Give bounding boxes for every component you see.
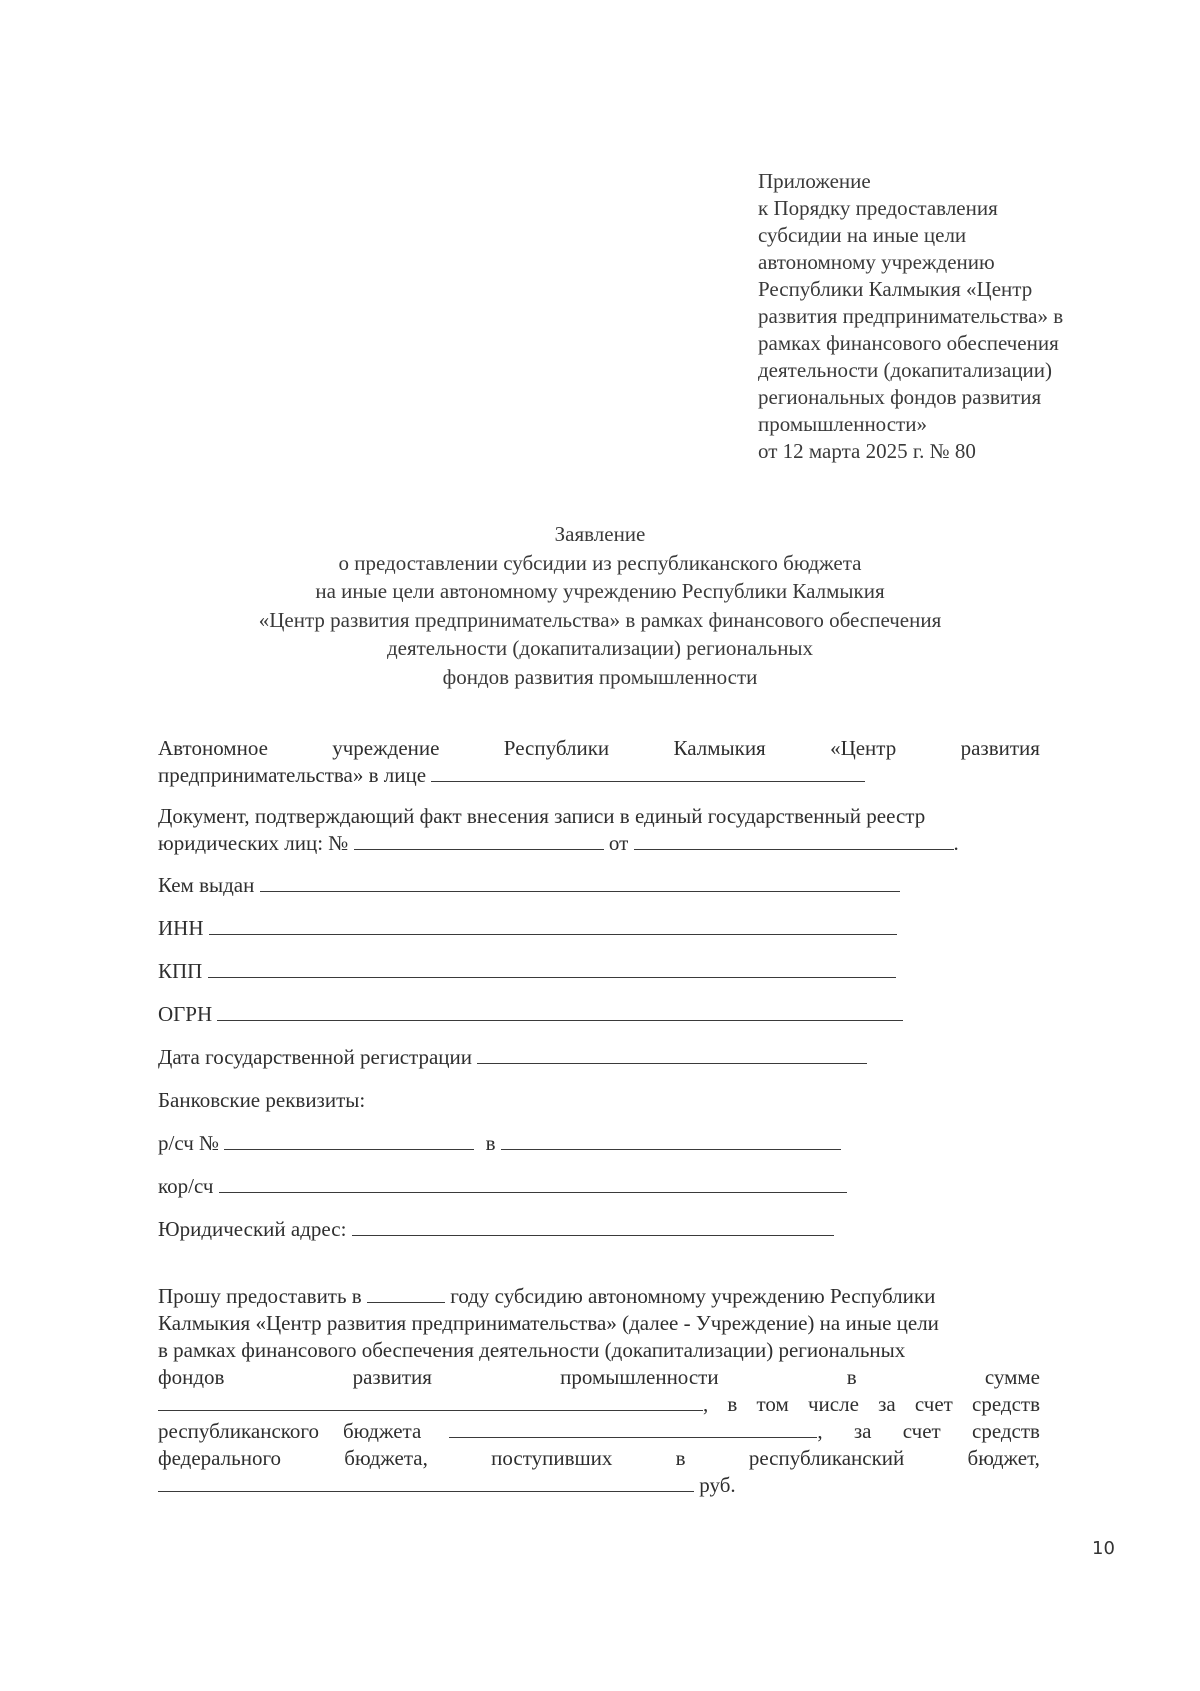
title-line: фондов развития промышленности xyxy=(442,664,758,689)
request-line-6-text xyxy=(817,1418,1040,1445)
word: , xyxy=(817,1419,823,1443)
word: бюджет, xyxy=(967,1446,1040,1470)
appendix-line: промышленности» xyxy=(758,412,927,436)
kpp-label: КПП xyxy=(158,959,203,983)
bank-name-field[interactable] xyxy=(501,1131,841,1150)
appendix-line: развития предпринимательства» в xyxy=(758,304,1064,328)
request-line-2: Калмыкия «Центр развития предпринимательства» (далее - Учреждение) на иные цели xyxy=(158,1311,939,1335)
word: бюджета xyxy=(343,1419,422,1443)
appendix-block xyxy=(758,168,1148,465)
appendix-line: региональных фондов развития xyxy=(758,385,1042,409)
representative-field[interactable] xyxy=(431,763,865,782)
request-line-5-text xyxy=(703,1391,1040,1418)
request-line-6 xyxy=(158,1418,1040,1445)
word: , xyxy=(703,1392,709,1416)
egrul-number-label: юридических лиц: № xyxy=(158,831,349,855)
legal-address-label: Юридический адрес: xyxy=(158,1217,347,1241)
word: средств xyxy=(972,1419,1040,1443)
egrul-date-field[interactable] xyxy=(634,831,954,850)
word: счет xyxy=(902,1419,941,1443)
word: Республики xyxy=(503,736,610,760)
legal-address-row xyxy=(158,1216,834,1243)
egrul-line-2 xyxy=(158,830,959,857)
word: числе xyxy=(807,1392,859,1416)
request-line-3: в рамках финансового обеспечения деятельности (докапитализации) региональных xyxy=(158,1338,906,1362)
appendix-line: к Порядку предоставления xyxy=(758,196,998,220)
account-field[interactable] xyxy=(224,1131,474,1150)
institution-line-1 xyxy=(158,735,1040,762)
request-line-4 xyxy=(158,1364,1040,1391)
word: сумме xyxy=(984,1365,1040,1389)
word: федерального xyxy=(158,1446,282,1470)
bank-details-label: Банковские реквизиты: xyxy=(158,1088,366,1112)
appendix-line: Республики Калмыкия «Центр xyxy=(758,277,1033,301)
account-row xyxy=(158,1130,841,1157)
title-line: Заявление xyxy=(554,522,646,546)
word: бюджета, xyxy=(344,1446,428,1470)
word: учреждение xyxy=(332,736,440,760)
period: . xyxy=(953,831,959,855)
inn-row xyxy=(158,915,897,942)
word: развития xyxy=(352,1365,432,1389)
egrul-line-1: Документ, подтверждающий факт внесения записи в единый государственный реестр xyxy=(158,804,926,828)
word: фондов xyxy=(158,1365,225,1389)
word: в xyxy=(675,1446,686,1470)
currency-label: руб. xyxy=(699,1473,736,1497)
reg-date-field[interactable] xyxy=(477,1045,867,1064)
kpp-row xyxy=(158,958,896,985)
word: Автономное xyxy=(158,736,268,760)
inn-label: ИНН xyxy=(158,916,204,940)
word: за xyxy=(853,1419,872,1443)
federal-budget-field[interactable] xyxy=(158,1473,694,1492)
request-line-5 xyxy=(158,1391,1040,1418)
request-text: Прошу предоставить в xyxy=(158,1284,362,1308)
document-title xyxy=(150,520,1050,691)
issued-by-label: Кем выдан xyxy=(158,873,255,897)
word: промышленности xyxy=(560,1365,719,1389)
word: поступивших xyxy=(491,1446,613,1470)
ogrn-row xyxy=(158,1001,903,1028)
egrul-date-label: от xyxy=(608,831,629,855)
kpp-field[interactable] xyxy=(208,959,896,978)
representative-label: предпринимательства» в лице xyxy=(158,763,427,787)
appendix-line: рамках финансового обеспечения xyxy=(758,331,1059,355)
appendix-line: субсидии на иные цели xyxy=(758,223,967,247)
word: «Центр xyxy=(830,736,897,760)
reg-date-row xyxy=(158,1044,867,1071)
word: в xyxy=(846,1365,857,1389)
word: счет xyxy=(914,1392,953,1416)
word: республиканского xyxy=(158,1419,319,1443)
request-line-8 xyxy=(158,1472,736,1499)
inn-field[interactable] xyxy=(209,916,897,935)
title-line: о предоставлении субсидии из республиканского бюджета xyxy=(338,550,862,575)
appendix-line: Приложение xyxy=(758,169,871,193)
word: Калмыкия xyxy=(673,736,766,760)
word: развития xyxy=(960,736,1040,760)
appendix-line: деятельности (докапитализации) xyxy=(758,358,1053,382)
ogrn-label: ОГРН xyxy=(158,1002,213,1026)
corr-account-row xyxy=(158,1173,847,1200)
word: республиканский xyxy=(748,1446,905,1470)
word: за xyxy=(878,1392,896,1416)
word: том xyxy=(756,1392,789,1416)
legal-address-field[interactable] xyxy=(352,1217,834,1236)
issued-by-field[interactable] xyxy=(260,873,900,892)
word: в xyxy=(727,1392,738,1416)
corr-account-label: кор/сч xyxy=(158,1174,214,1198)
institution-line-2 xyxy=(158,762,865,789)
request-text: году субсидию автономному учреждению Республики xyxy=(450,1284,936,1308)
account-label: р/сч № xyxy=(158,1131,220,1155)
reg-date-label: Дата государственной регистрации xyxy=(158,1045,472,1069)
corr-account-field[interactable] xyxy=(219,1174,847,1193)
request-line-1 xyxy=(158,1283,935,1310)
egrul-number-field[interactable] xyxy=(354,831,604,850)
page-number: 10 xyxy=(1092,1538,1115,1559)
issued-by-row xyxy=(158,872,900,899)
title-line: «Центр развития предпринимательства» в рамках финансового обеспечения xyxy=(258,607,942,632)
appendix-line: автономному учреждению xyxy=(758,250,995,274)
appendix-line: от 12 марта 2025 г. № 80 xyxy=(758,439,976,463)
total-amount-field[interactable] xyxy=(158,1392,703,1411)
title-line: деятельности (докапитализации) региональных xyxy=(386,636,814,660)
ogrn-field[interactable] xyxy=(217,1002,903,1021)
word: средств xyxy=(972,1392,1040,1416)
title-line: на иные цели автономному учреждению Республики Калмыкия xyxy=(315,579,885,603)
bank-name-label: в xyxy=(485,1131,496,1155)
request-line-7 xyxy=(158,1445,1040,1472)
year-field[interactable] xyxy=(367,1284,445,1303)
regional-budget-field[interactable] xyxy=(449,1419,817,1438)
